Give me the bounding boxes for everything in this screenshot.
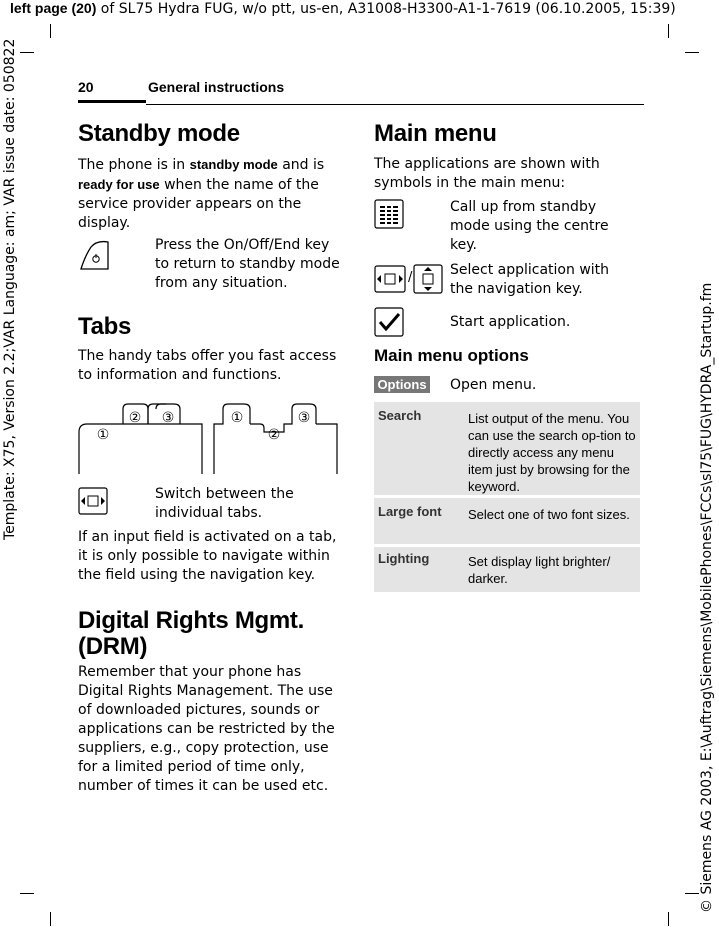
tabs-icon-text: Switch between the individual tabs. xyxy=(155,486,294,521)
options-text: Open menu. xyxy=(450,377,537,393)
table-row xyxy=(374,498,640,544)
table-key: Large font xyxy=(378,504,442,519)
crop-mark xyxy=(685,893,699,894)
print-header-info: of SL75 Hydra FUG, w/o ptt, us-en, A31008-H3300-A1-1-7619 (06.10.2005, 15:39) xyxy=(96,1,676,17)
crop-mark xyxy=(668,24,669,38)
options-heading: Main menu options xyxy=(374,346,529,365)
page-number: 20 xyxy=(78,79,94,95)
print-header-page: left page (20) xyxy=(10,0,97,16)
table-value: List output of the menu. You can use the search op-tion to directly access any menu item just by browsing for the keyword. xyxy=(468,411,636,494)
header-rule-thick xyxy=(78,100,146,103)
nav-key-left-right-icon xyxy=(78,487,108,519)
standby-heading: Standby mode xyxy=(78,120,240,147)
options-table xyxy=(374,402,640,592)
menu-item-2-text: Select application with the navigation key. xyxy=(450,262,610,297)
drm-text: Remember that your phone has Digital Rights Management. The use of downloaded pictures, sounds or applications can be restricted by the suppliers, e.g., copy protection, use for a limited period of time only, number of times it can be used etc. xyxy=(78,664,335,794)
standby-bold-2: ready for use xyxy=(78,177,160,192)
menu-item-3-text: Start application. xyxy=(450,314,571,330)
main-menu-heading: Main menu xyxy=(374,120,497,147)
table-key: Search xyxy=(378,408,422,423)
standby-icon-text: Press the On/Off/End key to return to standby mode from any situation. xyxy=(155,237,340,291)
left-margin-text: Template: X75, Version 2.2;VAR Language: am; VAR issue date: 050822 xyxy=(2,38,18,540)
crop-mark xyxy=(668,912,669,926)
table-row xyxy=(374,547,640,592)
standby-bold-1: standby mode xyxy=(189,157,278,172)
header-rule xyxy=(146,104,644,105)
crop-mark xyxy=(50,912,51,926)
crop-mark xyxy=(20,893,34,894)
end-key-icon xyxy=(78,239,110,277)
standby-text xyxy=(78,155,348,233)
print-header xyxy=(10,0,676,17)
grid-menu-icon xyxy=(374,199,404,233)
crop-mark xyxy=(50,24,51,38)
nav-key-separator: / xyxy=(408,270,413,285)
main-menu-text: The applications are shown with symbols in the main menu: xyxy=(374,156,600,191)
tab-label-1b: ② xyxy=(128,410,142,426)
right-margin-text: © Siemens AG 2003, E:\Auftrag\Siemens\MobilePhones\FCCs\sl75\FUG\HYDRA_Startup.fm xyxy=(699,282,715,913)
standby-text-3: when the name of the service provider appears on the display. xyxy=(78,177,319,231)
menu-item-1-text: Call up from standby mode using the centre key. xyxy=(450,199,609,253)
section-title: General instructions xyxy=(148,79,285,95)
table-key: Lighting xyxy=(378,551,430,566)
tab-label-2a: ① xyxy=(230,410,244,426)
table-value: Set display light brighter/ darker. xyxy=(468,554,611,586)
checkmark-icon xyxy=(374,307,404,341)
tabs-note: If an input field is activated on a tab, it is only possible to navigate within the field using the navigation key. xyxy=(78,529,337,583)
tabs-heading: Tabs xyxy=(78,313,132,340)
drm-heading: Digital Rights Mgmt. (DRM) xyxy=(78,607,304,660)
tabs-text: The handy tabs offer you fast access to information and functions. xyxy=(78,348,337,383)
tabs-illustration xyxy=(78,402,342,480)
table-row xyxy=(374,402,640,495)
tab-label-2c: ③ xyxy=(297,410,311,426)
tab-label-1c: ③ xyxy=(161,410,175,426)
crop-mark xyxy=(20,52,34,53)
tab-label-2b: ② xyxy=(267,427,281,443)
tab-label-1a: ① xyxy=(96,427,110,443)
table-value: Select one of two font sizes. xyxy=(468,507,630,522)
standby-text-2: and is xyxy=(282,157,325,173)
crop-mark xyxy=(685,52,699,53)
options-badge: Options xyxy=(374,376,430,393)
standby-text-1: The phone is in xyxy=(78,157,186,173)
